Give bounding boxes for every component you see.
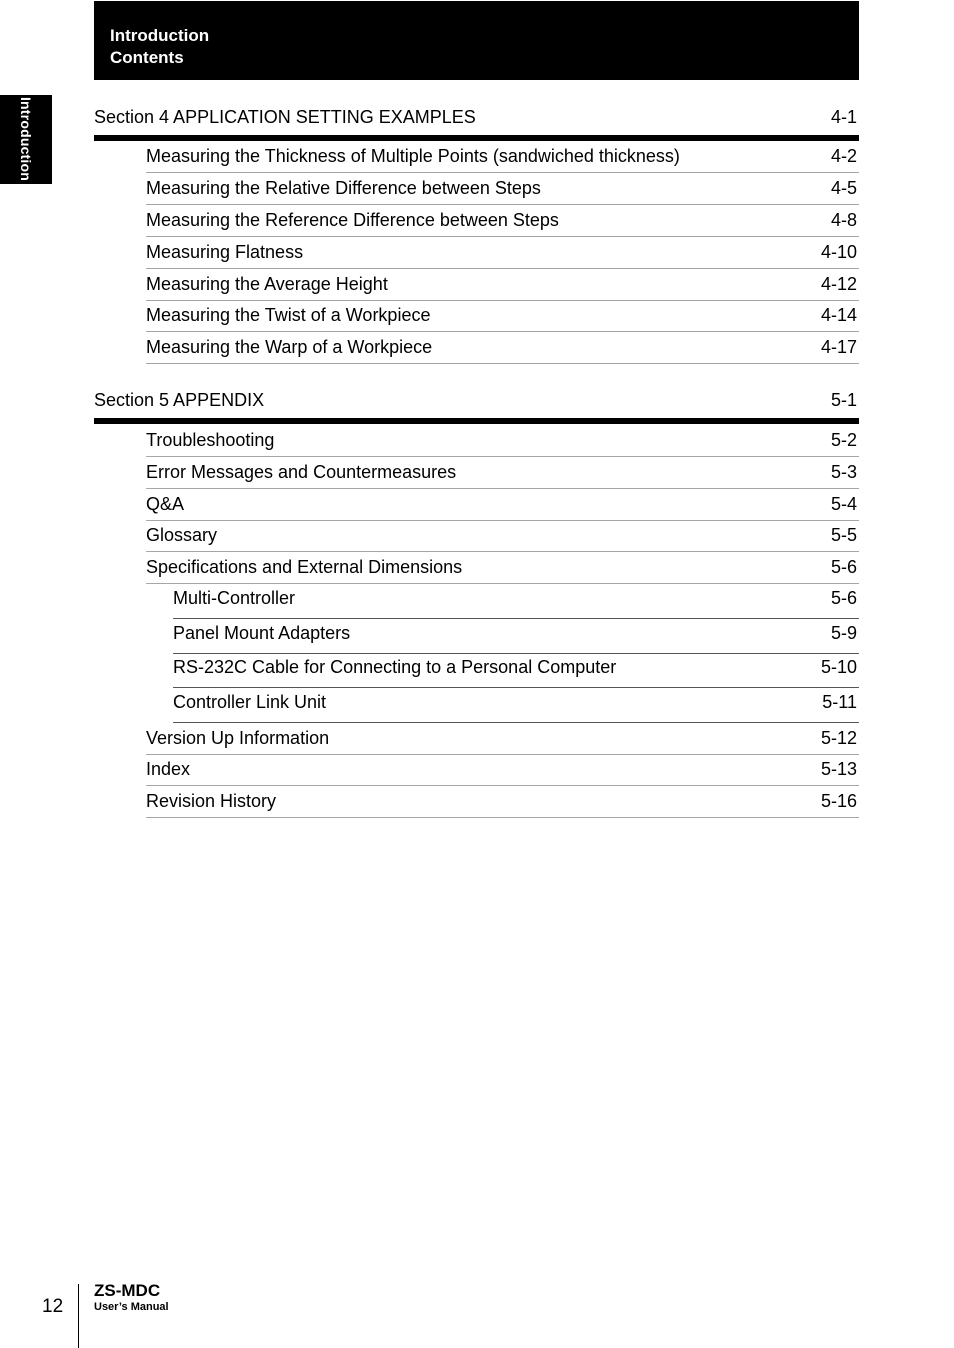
toc-entry[interactable]	[146, 723, 859, 755]
toc-entry[interactable]	[146, 786, 859, 818]
toc-entry-label: Index	[146, 759, 191, 779]
toc-entry[interactable]	[146, 269, 859, 301]
section-5-rule	[94, 418, 859, 424]
toc-subentry-page: 5-6	[830, 588, 857, 608]
header-chapter: Introduction	[110, 26, 210, 45]
toc-entry[interactable]	[146, 457, 859, 489]
toc-entry-page: 4-8	[830, 210, 857, 230]
product-name: ZS-MDC	[94, 1281, 161, 1300]
toc-entry[interactable]	[146, 173, 859, 205]
toc-subentry-label: Panel Mount Adapters	[173, 623, 351, 643]
toc-entry-label: Glossary	[146, 525, 218, 545]
toc-entry[interactable]	[146, 141, 859, 173]
toc-entry-label: Measuring Flatness	[146, 242, 304, 262]
toc-entry[interactable]	[146, 520, 859, 552]
toc-entry-label: Specifications and External Dimensions	[146, 557, 463, 577]
toc-subentry-page: 5-10	[820, 657, 857, 677]
toc-entry-page: 4-2	[830, 146, 857, 166]
toc-entry[interactable]	[146, 489, 859, 521]
section-4-heading[interactable]	[94, 105, 857, 129]
toc-entry-page: 5-2	[830, 430, 857, 450]
toc-entry[interactable]	[146, 552, 859, 584]
toc-entry-page: 4-12	[820, 274, 857, 294]
section-5-page: 5-1	[830, 390, 857, 410]
toc-entry-label: Measuring the Average Height	[146, 274, 388, 294]
toc-entry-label: Revision History	[146, 791, 277, 811]
toc-entry[interactable]	[146, 300, 859, 332]
toc-entry-label: Measuring the Warp of a Workpiece	[146, 337, 433, 357]
header-title: Contents	[110, 48, 184, 67]
toc-entry-page: 5-16	[820, 791, 857, 811]
manual-title: User’s Manual	[94, 1301, 169, 1313]
toc-entry-label: Measuring the Twist of a Workpiece	[146, 305, 431, 325]
toc-entry-page: 5-13	[820, 759, 857, 779]
toc-subentry-page: 5-9	[830, 623, 857, 643]
toc-subentry-label: RS-232C Cable for Connecting to a Personal Computer	[173, 657, 617, 677]
toc-entry-page: 5-3	[830, 462, 857, 482]
toc-entry-page: 5-5	[830, 525, 857, 545]
toc-entry-page: 5-12	[820, 728, 857, 748]
toc-entry-label: Measuring the Reference Difference between Steps	[146, 210, 559, 230]
page-number: 12	[42, 1296, 64, 1317]
toc-subentry[interactable]	[173, 584, 859, 619]
toc-subentry[interactable]	[173, 653, 859, 688]
page-header	[94, 1, 859, 80]
toc-entry[interactable]	[146, 205, 859, 237]
toc-entry-page: 4-5	[830, 178, 857, 198]
toc-entry[interactable]	[146, 425, 859, 457]
toc-entry[interactable]	[146, 237, 859, 269]
toc-entry-page: 5-6	[830, 557, 857, 577]
toc-entry-label: Measuring the Relative Difference between Steps	[146, 178, 541, 198]
toc-entry-page: 4-17	[820, 337, 857, 357]
toc-entry-label: Troubleshooting	[146, 430, 275, 450]
side-tab-label: Introduction	[18, 96, 34, 182]
section-4-page: 4-1	[830, 107, 857, 127]
section-5-heading[interactable]	[94, 388, 857, 412]
toc-subentry-label: Multi-Controller	[173, 588, 296, 608]
toc-entry-page: 5-4	[830, 494, 857, 514]
toc-entry-page: 4-10	[820, 242, 857, 262]
toc-entry-label: Error Messages and Countermeasures	[146, 462, 457, 482]
toc-entry[interactable]	[146, 332, 859, 364]
toc-subentry[interactable]	[173, 688, 859, 723]
side-chapter-tab	[0, 95, 52, 184]
toc-entry-label: Measuring the Thickness of Multiple Points (sandwiched thickness)	[146, 146, 680, 166]
toc-entry-label: Q&A	[146, 494, 185, 514]
toc-entry-label: Version Up Information	[146, 728, 330, 748]
toc-entry-page: 4-14	[820, 305, 857, 325]
section-4-title: Section 4 APPLICATION SETTING EXAMPLES	[94, 107, 476, 127]
section-5-title: Section 5 APPENDIX	[94, 390, 265, 410]
footer-divider	[78, 1284, 79, 1348]
toc-subentry-label: Controller Link Unit	[173, 692, 327, 712]
toc-subentry-page: 5-11	[822, 692, 857, 712]
toc-entry[interactable]	[146, 754, 859, 786]
toc-subentry[interactable]	[173, 619, 859, 654]
